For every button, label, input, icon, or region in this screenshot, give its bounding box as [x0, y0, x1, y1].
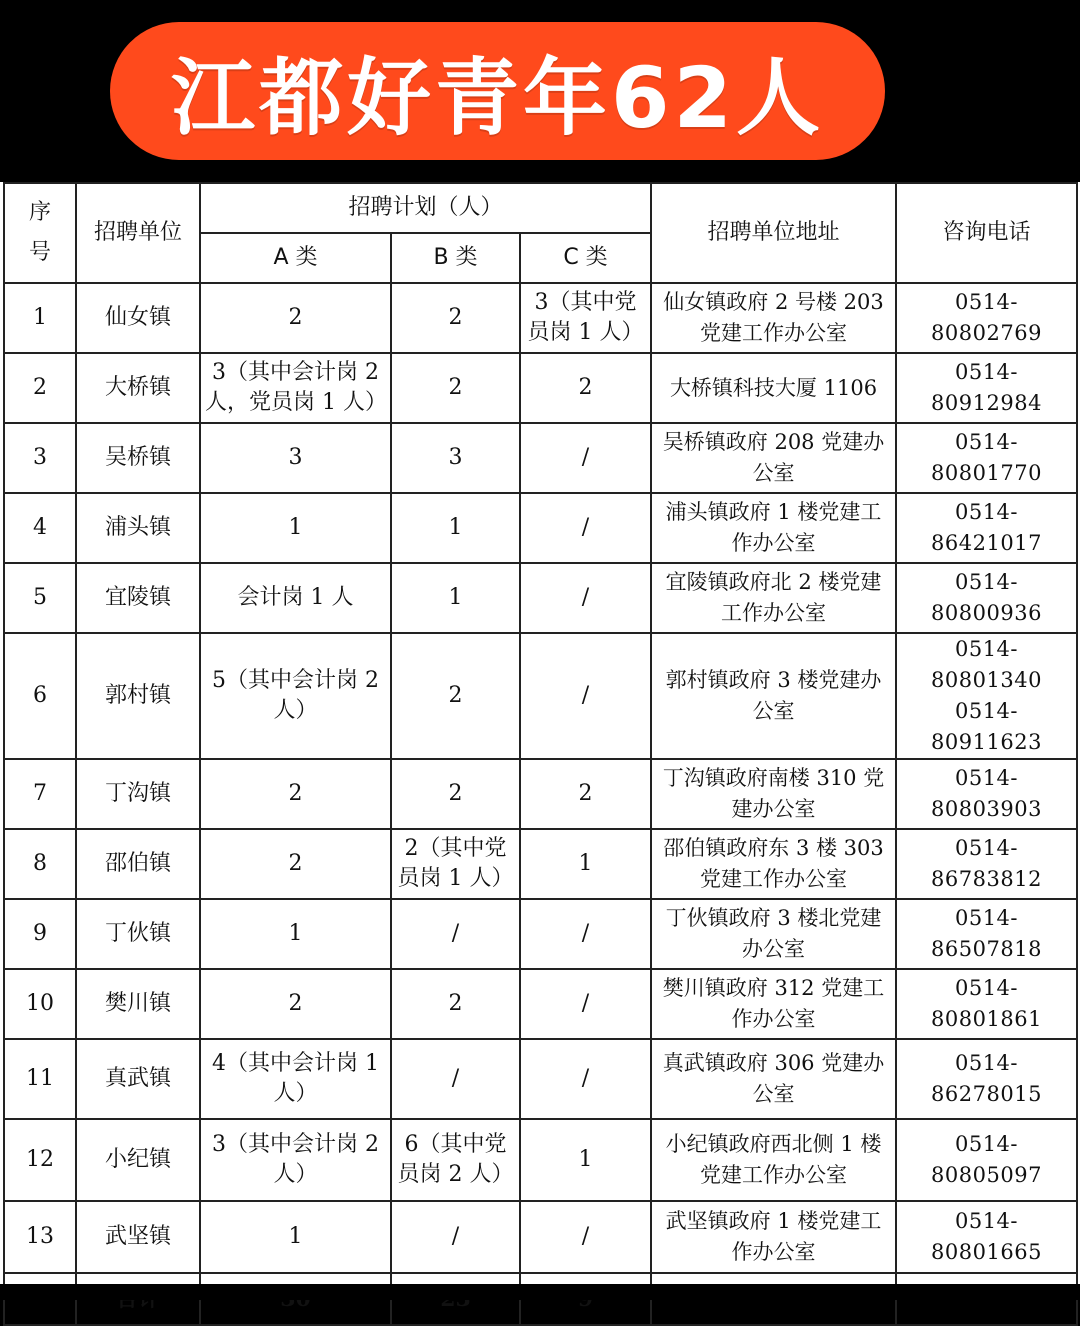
- row-plan-b: 2: [391, 969, 520, 1039]
- header-a: A 类: [200, 233, 391, 283]
- header-c: C 类: [520, 233, 651, 283]
- header-address: 招聘单位地址: [651, 183, 896, 283]
- row-plan-a: 2: [200, 969, 391, 1039]
- row-phone: 0514-80801665: [896, 1201, 1077, 1273]
- row-plan-c: /: [520, 423, 651, 493]
- row-phone: 0514-80800936: [896, 563, 1077, 633]
- row-address: 丁沟镇政府南楼 310 党建办公室: [651, 759, 896, 829]
- row-plan-c: 2: [520, 353, 651, 423]
- banner-title: 江都好青年62人: [171, 48, 824, 147]
- row-index: 5: [4, 563, 76, 633]
- row-plan-c: /: [520, 969, 651, 1039]
- row-plan-c: /: [520, 633, 651, 759]
- row-phone: 0514-86421017: [896, 493, 1077, 563]
- row-plan-b: 2: [391, 633, 520, 759]
- row-index: 13: [4, 1201, 76, 1273]
- table-row: [4, 1201, 1077, 1273]
- row-unit: 邵伯镇: [76, 829, 200, 899]
- row-address: 吴桥镇政府 208 党建办公室: [651, 423, 896, 493]
- table-row: [4, 633, 1077, 759]
- row-unit: 仙女镇: [76, 283, 200, 353]
- row-plan-c: 1: [520, 829, 651, 899]
- row-phone: 0514-86278015: [896, 1039, 1077, 1119]
- header-plan: 招聘计划（人）: [200, 183, 651, 233]
- row-plan-a: 1: [200, 493, 391, 563]
- row-plan-a: 2: [200, 759, 391, 829]
- row-address: 仙女镇政府 2 号楼 203 党建工作办公室: [651, 283, 896, 353]
- row-address: 宜陵镇政府北 2 楼党建工作办公室: [651, 563, 896, 633]
- recruitment-table-container: [0, 182, 1080, 1284]
- row-index: 10: [4, 969, 76, 1039]
- row-address: 樊川镇政府 312 党建工作办公室: [651, 969, 896, 1039]
- row-plan-a: 1: [200, 1201, 391, 1273]
- row-unit: 丁伙镇: [76, 899, 200, 969]
- row-index: 6: [4, 633, 76, 759]
- row-plan-a: 2: [200, 283, 391, 353]
- table-row: [4, 829, 1077, 899]
- bottom-bar: [0, 1284, 1080, 1300]
- row-phone: 0514-86783812: [896, 829, 1077, 899]
- row-plan-b: 3: [391, 423, 520, 493]
- row-plan-a: 3（其中会计岗 2 人）: [200, 1119, 391, 1201]
- row-plan-b: 6（其中党员岗 2 人）: [391, 1119, 520, 1201]
- row-address: 邵伯镇政府东 3 楼 303 党建工作办公室: [651, 829, 896, 899]
- row-plan-c: /: [520, 493, 651, 563]
- row-plan-c: /: [520, 899, 651, 969]
- recruitment-table: [3, 182, 1078, 1326]
- table-row: [4, 353, 1077, 423]
- row-unit: 郭村镇: [76, 633, 200, 759]
- row-address: 郭村镇政府 3 楼党建办公室: [651, 633, 896, 759]
- row-address: 武坚镇政府 1 楼党建工作办公室: [651, 1201, 896, 1273]
- table-row: [4, 1119, 1077, 1201]
- table-row: [4, 969, 1077, 1039]
- table-row: [4, 423, 1077, 493]
- row-phone: 0514-80912984: [896, 353, 1077, 423]
- row-unit: 武坚镇: [76, 1201, 200, 1273]
- row-address: 丁伙镇政府 3 楼北党建办公室: [651, 899, 896, 969]
- row-unit: 真武镇: [76, 1039, 200, 1119]
- row-unit: 浦头镇: [76, 493, 200, 563]
- title-banner: [110, 22, 885, 160]
- row-plan-b: 2（其中党员岗 1 人）: [391, 829, 520, 899]
- row-phone: 0514-86507818: [896, 899, 1077, 969]
- row-address: 大桥镇科技大厦 1106: [651, 353, 896, 423]
- row-address: 浦头镇政府 1 楼党建工作办公室: [651, 493, 896, 563]
- header-index: 序号: [4, 183, 76, 283]
- row-plan-c: /: [520, 1201, 651, 1273]
- row-plan-b: /: [391, 899, 520, 969]
- header-b: B 类: [391, 233, 520, 283]
- row-plan-a: 2: [200, 829, 391, 899]
- row-unit: 丁沟镇: [76, 759, 200, 829]
- header-row-1: [4, 183, 1077, 233]
- table-row: [4, 899, 1077, 969]
- row-plan-b: 2: [391, 759, 520, 829]
- row-index: 7: [4, 759, 76, 829]
- header-unit: 招聘单位: [76, 183, 200, 283]
- row-plan-b: /: [391, 1201, 520, 1273]
- header-phone: 咨询电话: [896, 183, 1077, 283]
- row-index: 9: [4, 899, 76, 969]
- row-index: 3: [4, 423, 76, 493]
- table-row: [4, 283, 1077, 353]
- row-plan-c: /: [520, 563, 651, 633]
- row-index: 8: [4, 829, 76, 899]
- row-plan-a: 1: [200, 899, 391, 969]
- row-plan-b: 2: [391, 283, 520, 353]
- banner-area: [0, 0, 1080, 182]
- table-row: [4, 493, 1077, 563]
- row-plan-a: 3: [200, 423, 391, 493]
- row-phone: 0514-80801861: [896, 969, 1077, 1039]
- row-address: 小纪镇政府西北侧 1 楼党建工作办公室: [651, 1119, 896, 1201]
- row-plan-c: 1: [520, 1119, 651, 1201]
- table-row: [4, 759, 1077, 829]
- row-plan-a: 4（其中会计岗 1 人）: [200, 1039, 391, 1119]
- row-address: 真武镇政府 306 党建办公室: [651, 1039, 896, 1119]
- table-row: [4, 563, 1077, 633]
- row-phone: 0514-80802769: [896, 283, 1077, 353]
- row-unit: 大桥镇: [76, 353, 200, 423]
- row-unit: 樊川镇: [76, 969, 200, 1039]
- row-index: 12: [4, 1119, 76, 1201]
- row-phone: 0514-80801340 0514-80911623: [896, 633, 1077, 759]
- row-plan-b: 2: [391, 353, 520, 423]
- row-index: 4: [4, 493, 76, 563]
- row-plan-a: 3（其中会计岗 2 人，党员岗 1 人）: [200, 353, 391, 423]
- row-unit: 吴桥镇: [76, 423, 200, 493]
- row-plan-b: 1: [391, 563, 520, 633]
- row-plan-a: 会计岗 1 人: [200, 563, 391, 633]
- table-body: [4, 283, 1077, 1273]
- row-plan-b: 1: [391, 493, 520, 563]
- row-plan-c: 3（其中党员岗 1 人）: [520, 283, 651, 353]
- row-plan-c: /: [520, 1039, 651, 1119]
- row-phone: 0514-80805097: [896, 1119, 1077, 1201]
- row-index: 1: [4, 283, 76, 353]
- row-index: 2: [4, 353, 76, 423]
- table-row: [4, 1039, 1077, 1119]
- row-unit: 宜陵镇: [76, 563, 200, 633]
- row-phone: 0514-80803903: [896, 759, 1077, 829]
- row-plan-b: /: [391, 1039, 520, 1119]
- row-phone: 0514-80801770: [896, 423, 1077, 493]
- row-plan-c: 2: [520, 759, 651, 829]
- row-plan-a: 5（其中会计岗 2 人）: [200, 633, 391, 759]
- row-unit: 小纪镇: [76, 1119, 200, 1201]
- row-index: 11: [4, 1039, 76, 1119]
